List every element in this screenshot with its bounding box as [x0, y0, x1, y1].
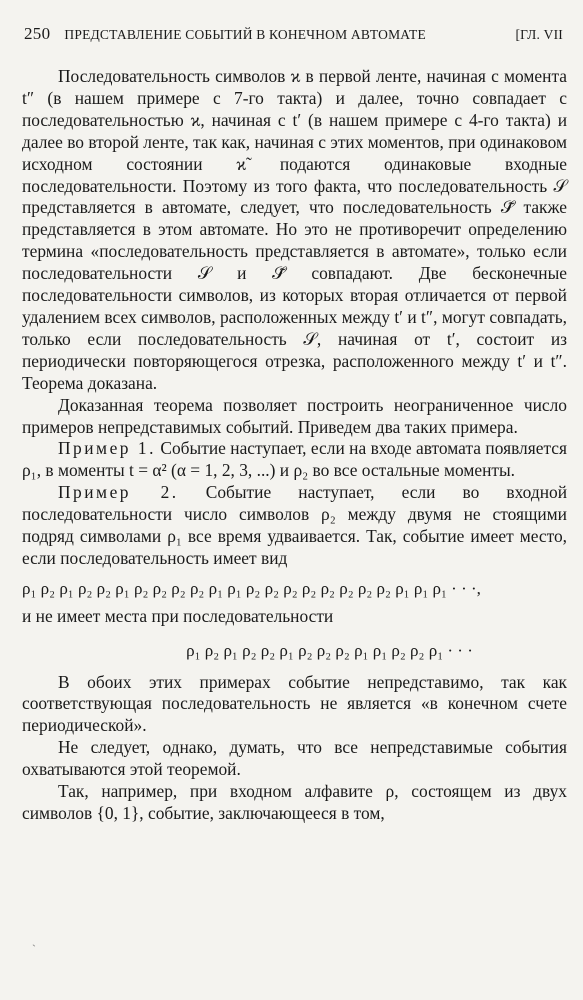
- chapter-label: [ГЛ. VII: [515, 27, 563, 42]
- paragraph-example-1: [22, 438, 567, 482]
- example-1-label: Пример 1.: [58, 438, 156, 459]
- page-number: 250: [24, 24, 51, 43]
- example-2-label: Пример 2.: [58, 482, 179, 503]
- paragraph-theorem-consequence: Доказанная теорема позволяет построить неограниченное число примеров непредставимых событий. Приведем два таких примера.: [22, 394, 567, 437]
- print-mark: `: [32, 942, 36, 956]
- paragraph-both-examples: В обоих этих примерах событие непредставимо, так как соответствующая последовательность не является «в конечном счете периодической».: [22, 671, 567, 736]
- running-title: ПРЕДСТАВЛЕНИЕ СОБЫТИЙ В КОНЕЧНОМ АВТОМАТЕ: [64, 27, 426, 42]
- example-2-text: Событие наступает, если во входной последовательности число символов ρ₂ между двумя не стоящими подряд символами ρ₁ все время удваивается. Так, событие имеет место, если последовательность имеет вид: [22, 482, 567, 568]
- paragraph-proof-end: Последовательность символов ϰ в первой ленте, начиная с момента t″ (в нашем примере с 7-го такта) и далее, точно совпадает с последовательностью ϰ, начиная с t′ (в нашем примере с 4-го такта) и далее во второй ленте, так как, начиная с этих моментов, при одинаковом исходном состоянии ϰ̃ подаются одинаковые входные последовательности. Поэтому из того факта, что последовательность 𝒮 представляется в автомате, следует, что последовательность 𝒮̃ также представляется в этом автомате. Но это не противоречит определению термина «последовательность представляется в автомате», только если последовательности 𝒮 и 𝒮̃ совпадают. Две бесконечные последовательности символов, из которых вторая отличается от первой удалением всех символов, расположенных между t′ и t″, могут совпадать, только если последовательность 𝒮, начиная от t′, состоит из периодически повторяющегося отрезка, расположенного между t′ и t″. Теорема доказана.: [22, 66, 567, 393]
- paragraph-caveat: Не следует, однако, думать, что все непредставимые события охватываются этой теоремой.: [22, 737, 567, 780]
- sequence-negative: ρ₁ ρ₂ ρ₁ ρ₂ ρ₂ ρ₁ ρ₂ ρ₂ ρ₂ ρ₁ ρ₁ ρ₂ ρ₂ ρ₁ · · ·: [186, 640, 473, 660]
- body-text: [22, 66, 567, 825]
- example-1-text: Событие наступает, если на входе автомата появляется ρ₁, в моменты t = α² (α = 1, 2, 3, ...) и ρ₂ во все остальные моменты.: [22, 438, 567, 481]
- paragraph-binary-alphabet: Так, например, при входном алфавите ρ, состоящем из двух символов {0, 1}, событие, заключающееся в том,: [22, 781, 567, 823]
- sequence-positive: ρ₁ ρ₂ ρ₁ ρ₂ ρ₂ ρ₁ ρ₂ ρ₂ ρ₂ ρ₂ ρ₁ ρ₁ ρ₂ ρ₂ ρ₂ ρ₂ ρ₂ ρ₂ ρ₂ ρ₂ ρ₁ ρ₁ ρ₁ · · ·,: [22, 578, 481, 598]
- paragraph-negative-intro: и не имеет места при последовательности: [22, 605, 334, 626]
- paragraph-example-2: [22, 482, 567, 570]
- page-header: [24, 24, 563, 44]
